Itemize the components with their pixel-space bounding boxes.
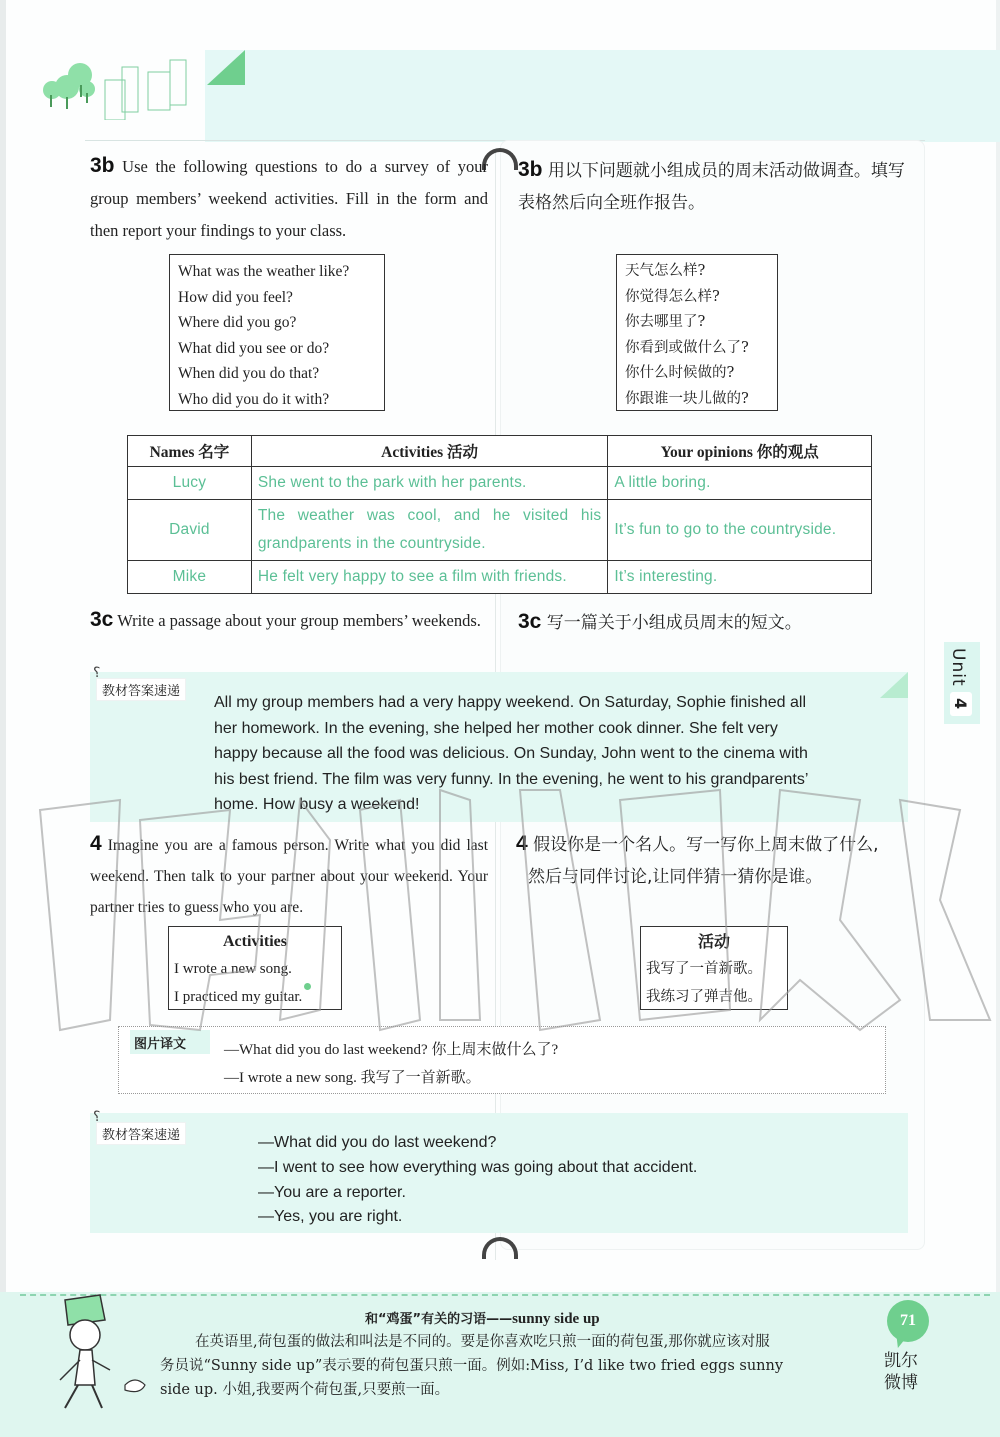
question: How did you feel? (178, 288, 293, 306)
trees-buildings-icon (40, 55, 200, 120)
instruction-text: Use the following questions to do a survey of your group members’ weekend activities. Fill in the form and then report your findings to your class. (90, 157, 489, 240)
section-3c-zh (518, 606, 918, 639)
answer-line: her homework. In the evening, she helped her mother cook dinner. She felt very (214, 719, 778, 737)
section-number: 3b (90, 154, 115, 177)
answer-triangle-icon (880, 672, 908, 698)
activity-item: 我练习了弹吉他。 (646, 989, 762, 1005)
answer-line: All my group members had a very happy weekend. On Saturday, Sophie finished all (214, 694, 807, 711)
question: What did you see or do? (178, 339, 330, 357)
section-number: 4 (90, 832, 102, 855)
unit-tab (944, 642, 980, 724)
header-names: Names 名字 (128, 436, 252, 467)
footer-line: 务员说“Sunny side up”表示要的荷包蛋只煎一面。例如:Miss, I’d like two fried eggs sunny (160, 1358, 784, 1374)
footer-line: 在英语里,荷包蛋的做法和叫法是不同的。要是你喜欢吃只煎一面的荷包蛋,那你就应该对服 (195, 1334, 770, 1350)
instruction-text: 假设你是一个名人。写一写你上周末做了什么, (533, 835, 879, 855)
table-header-row (128, 436, 872, 467)
section-number: 4 (516, 832, 528, 855)
section-number: 3c (90, 608, 114, 631)
questions-box-zh (616, 254, 778, 411)
activities-box-en (168, 926, 342, 1010)
cell-opinion: It’s interesting. (608, 561, 872, 594)
answer-line: home. How busy a weekend! (214, 796, 420, 813)
answer-tag-label: 教材答案速递 (102, 1128, 181, 1143)
section-4-zh (516, 828, 916, 893)
hook-icon: ⸮ (93, 665, 101, 681)
question: 你跟谁一块儿做的? (625, 390, 749, 407)
cell-activity: She went to the park with her parents. (251, 467, 607, 500)
question: Who did you do it with? (178, 390, 330, 408)
hook-icon: ⸮ (93, 1109, 101, 1125)
unit-number: 4 (950, 692, 972, 716)
instruction-text: Write a passage about your group members’ weekends. (117, 611, 481, 630)
page-number-badge: 71 (887, 1300, 929, 1342)
table-row (128, 561, 872, 594)
questions-box-en (169, 254, 385, 411)
page-right-edge (996, 0, 1000, 1437)
instruction-text: 写一篇关于小组成员周末的短文。 (546, 613, 802, 633)
question: 你看到或做什么了? (625, 339, 749, 356)
table-row (128, 500, 872, 561)
translation-line: —What did you do last weekend? 你上周末做什么了? (224, 1042, 559, 1058)
activity-item: I wrote a new song. (174, 961, 292, 977)
answer-tag (93, 665, 186, 701)
answer-passage-3c (214, 690, 874, 818)
cell-name: Lucy (128, 467, 252, 500)
question: 天气怎么样? (625, 263, 706, 279)
question: What was the weather like? (178, 263, 350, 280)
footer-line: side up. 小姐,我要两个荷包蛋,只要煎一面。 (160, 1382, 450, 1398)
header-opinions: Your opinions 你的观点 (608, 436, 872, 467)
activities-title: Activities (223, 933, 287, 950)
activities-box-zh (640, 926, 788, 1010)
answer-line: his best friend. The film was very funny. In the evening, he went to his grandparents’ (214, 770, 809, 788)
dialog-line: —Yes, you are right. (258, 1208, 403, 1225)
dialog-line: —What did you do last weekend? (258, 1134, 497, 1151)
header-triangle-icon (207, 50, 245, 85)
question: Where did you go? (178, 314, 297, 332)
cell-name: Mike (128, 561, 252, 594)
brand-line: 微博 (884, 1373, 918, 1393)
dialog-line: —You are a reporter. (258, 1184, 406, 1201)
section-3b-en (90, 150, 488, 247)
brand-line: 凯尔 (884, 1351, 918, 1371)
header-band (205, 50, 1000, 142)
unit-label: Unit (948, 648, 968, 687)
footer-title-zh: 和“鸡蛋”有关的习语—— (365, 1312, 513, 1327)
activities-title: 活动 (697, 932, 730, 951)
question: 你什么时候做的? (625, 365, 735, 382)
section-3c-en (90, 604, 488, 637)
instruction-text: 然后与同伴讨论,让同伴猜一猜你是谁。 (528, 867, 823, 887)
section-number: 3b (518, 158, 543, 181)
footer-title-en: sunny side up (512, 1311, 600, 1327)
instruction-text: 用以下问题就小组成员的周末活动做调查。填写表格然后向全班作报告。 (518, 161, 905, 213)
footer-title (365, 1308, 600, 1328)
section-4-en (90, 828, 488, 923)
brand-label (884, 1350, 918, 1394)
cell-activity: He felt very happy to see a film with friends. (251, 561, 607, 594)
answer-line: happy because all the food was delicious. On Sunday, John went to the cinema with (214, 745, 808, 762)
translation-tag: 图片译文 (130, 1030, 210, 1054)
section-number: 3c (518, 610, 542, 633)
question: 你觉得怎么样? (625, 288, 720, 305)
cell-opinion: A little boring. (608, 467, 872, 500)
cell-opinion: It’s fun to go to the countryside. (608, 500, 872, 561)
page-left-edge (0, 0, 6, 1437)
activity-item: 我写了一首新歌。 (646, 961, 762, 977)
question: When did you do that? (178, 365, 320, 383)
cell-activity: The weather was cool, and he visited his grandparents in the countryside. (251, 500, 607, 561)
table-row (128, 467, 872, 500)
answer-tag (93, 1109, 186, 1145)
section-3b-zh (518, 154, 918, 219)
cell-name: David (128, 500, 252, 561)
survey-table (127, 435, 872, 594)
answer-tag-label: 教材答案速递 (102, 684, 181, 699)
activity-item (169, 983, 341, 1011)
header-activities: Activities 活动 (251, 436, 607, 467)
translation-line: —I wrote a new song. 我写了一首新歌。 (224, 1070, 481, 1086)
mascot-reading-icon (40, 1290, 170, 1415)
instruction-text: Imagine you are a famous person. Write what you did last weekend. Then talk to your partner about your weekend. Your partner tries to guess who you are. (90, 837, 489, 916)
activity-item-text: I practiced my guitar. (174, 989, 303, 1005)
audio-dot-icon (304, 983, 311, 990)
question: 你去哪里了? (625, 314, 706, 331)
dialog-line: —I went to see how everything was going about that accident. (258, 1159, 698, 1176)
